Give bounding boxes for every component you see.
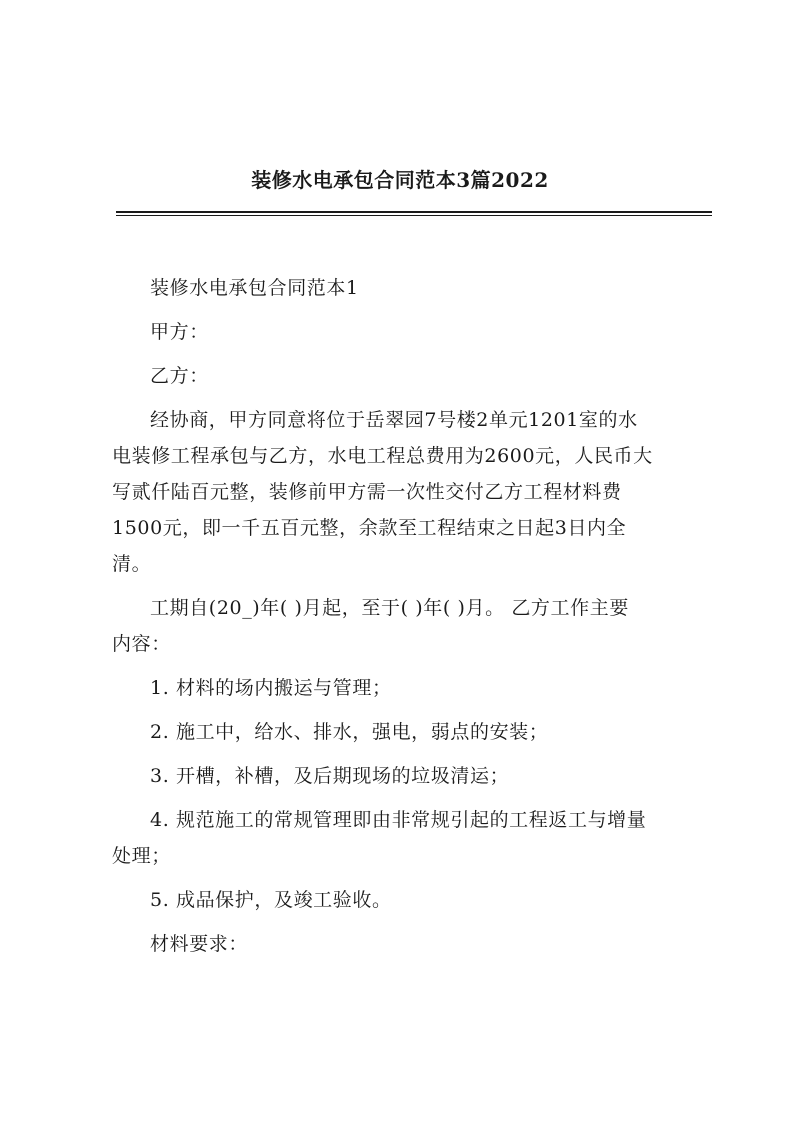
paragraph-line: 经协商，甲方同意将位于岳翠园7号楼2单元1201室的水 — [150, 409, 638, 431]
paragraph-line: 4. 规范施工的常规管理即由非常规引起的工程返工与增量 — [150, 809, 647, 831]
paragraph-line: 甲方： — [150, 321, 209, 343]
paragraph-line: 处理； — [112, 845, 171, 867]
paragraph-line: 2. 施工中，给水、排水，强电，弱点的安装； — [150, 721, 549, 743]
document-title: 装修水电承包合同范本3篇2022 — [251, 168, 549, 192]
document-body — [112, 270, 704, 970]
section-heading — [112, 270, 704, 306]
paragraph-line: 装修水电承包合同范本1 — [150, 277, 359, 299]
agreement-paragraph — [112, 402, 704, 582]
paragraph-line: 工期自(20_)年( )月起，至于( )年( )月。 乙方工作主要 — [150, 597, 629, 619]
list-item — [112, 714, 704, 750]
party-a-line — [112, 314, 704, 350]
list-item — [112, 802, 704, 874]
title-rule-thick — [116, 211, 712, 213]
paragraph-line: 1. 材料的场内搬运与管理； — [150, 677, 392, 699]
paragraph-line: 3. 开槽，补槽，及后期现场的垃圾清运； — [150, 765, 510, 787]
list-item — [112, 882, 704, 918]
paragraph-line: 内容： — [112, 633, 171, 655]
paragraph-line: 乙方： — [150, 365, 209, 387]
party-b-line — [112, 358, 704, 394]
paragraph-line: 清。 — [112, 553, 152, 575]
materials-heading — [112, 926, 704, 962]
list-item — [112, 670, 704, 706]
paragraph-line: 电装修工程承包与乙方，水电工程总费用为2600元，人民币大 — [112, 445, 653, 467]
paragraph-line: 写贰仟陆百元整，装修前甲方需一次性交付乙方工程材料费 — [112, 481, 622, 503]
paragraph-line: 5. 成品保护，及竣工验收。 — [150, 889, 392, 911]
title-rule-thin — [116, 215, 712, 216]
list-item — [112, 758, 704, 794]
paragraph-line: 1500元，即一千五百元整，余款至工程结束之日起3日内全 — [112, 517, 627, 539]
schedule-paragraph — [112, 590, 704, 662]
paragraph-line: 材料要求： — [150, 933, 249, 955]
